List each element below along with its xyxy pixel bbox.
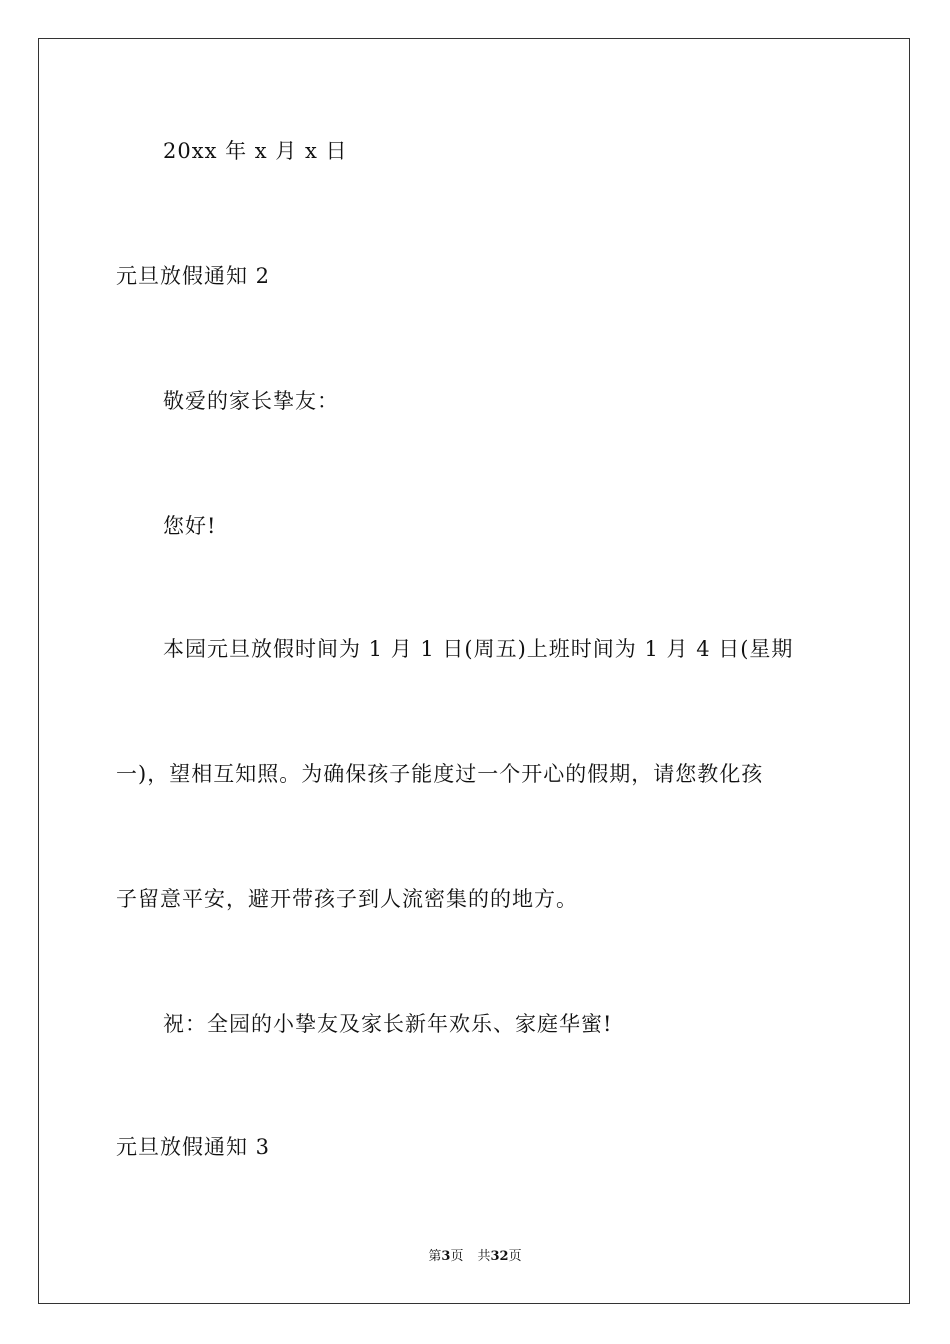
- page-border: [38, 38, 910, 1304]
- greeting: 您好!: [163, 514, 217, 538]
- footer-total-suffix: 页: [508, 1249, 522, 1264]
- salutation: 敬爱的家长挚友：: [163, 389, 339, 413]
- section-heading-2: 元旦放假通知 2: [116, 264, 271, 288]
- footer-page-number: 3: [441, 1249, 451, 1264]
- section-heading-3: 元旦放假通知 3: [116, 1135, 271, 1159]
- footer-total-pages: 32: [490, 1249, 509, 1264]
- date-line: 20xx 年 x 月 x 日: [163, 139, 348, 163]
- wishes-line: 祝：全园的小挚友及家长新年欢乐、家庭华蜜!: [163, 1012, 613, 1036]
- body-paragraph-line-2: 一)，望相互知照。为确保孩子能度过一个开心的假期，请您教化孩: [116, 762, 764, 786]
- body-paragraph-line-1: 本园元旦放假时间为 1 月 1 日(周五)上班时间为 1 月 4 日(星期: [163, 637, 794, 661]
- body-paragraph-line-3: 子留意平安，避开带孩子到人流密集的的地方。: [116, 887, 578, 911]
- footer-page-prefix: 第: [428, 1249, 442, 1264]
- footer-page-suffix: 页: [450, 1249, 464, 1264]
- page-footer: [0, 1248, 950, 1266]
- footer-total-prefix: 共: [477, 1249, 491, 1264]
